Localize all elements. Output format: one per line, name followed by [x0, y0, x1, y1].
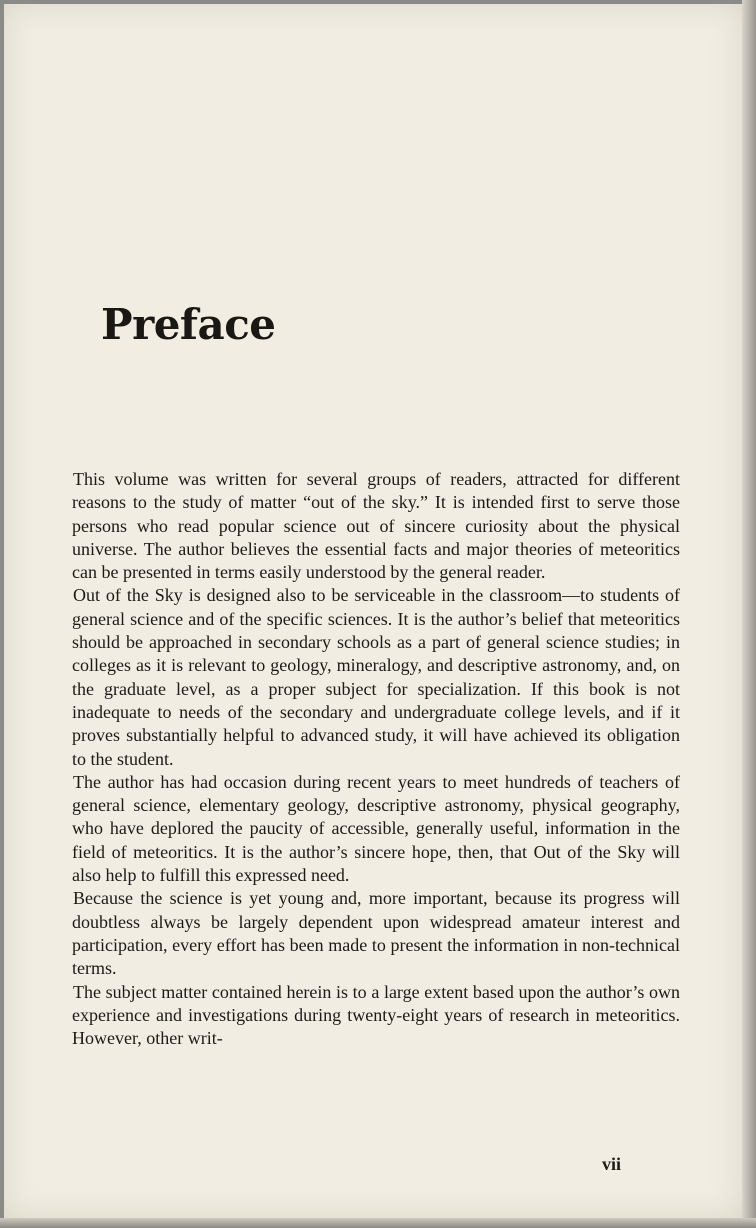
paragraph-5: The subject matter contained herein is to a large extent based upon the author’s own experience and investigations during twenty-eight years of research in meteoritics. However, other writ-: [72, 981, 680, 1049]
page-edge-bottom: [0, 1218, 756, 1228]
page-title: Preface: [101, 300, 276, 349]
page-number: vii: [602, 1154, 622, 1174]
paragraph-2: Out of the Sky is designed also to be serviceable in the classroom—to students of general science and of the specific sciences. It is the author’s belief that meteoritics should be approached in secondary schools as a part of general science studies; in colleges as it is relevant to geology, mineralogy, and descriptive astronomy, and, on the graduate level, as a proper subject for specialization. If this book is not inadequate to needs of the secondary and undergraduate college levels, and if it proves substantially helpful to advanced study, it will have achieved its obligation to the student.: [72, 585, 680, 769]
paragraph-4: Because the science is yet young and, more important, because its progress will doubtless always be largely dependent upon widespread amateur interest and participation, every effort has been made to present the information in non-technical terms.: [72, 888, 680, 979]
paragraph-1: This volume was written for several groups of readers, attracted for different reasons to the study of matter “out of the sky.” It is intended first to serve those persons who read popular science out of sincere curiosity about the physical universe. The author believes the essential facts and major theories of meteoritics can be presented in terms easily understood by the general reader.: [72, 469, 680, 583]
preface-body: [72, 468, 680, 1050]
paragraph-3: The author has had occasion during recent years to meet hundreds of teachers of general science, elementary geology, descriptive astronomy, physical geography, who have deplored the paucity of accessible, generally useful, information in the field of meteoritics. It is the author’s sincere hope, then, that Out of the Sky will also help to fulfill this expressed need.: [72, 771, 680, 886]
page-edge-right: [742, 0, 756, 1228]
book-page: [4, 4, 742, 1218]
